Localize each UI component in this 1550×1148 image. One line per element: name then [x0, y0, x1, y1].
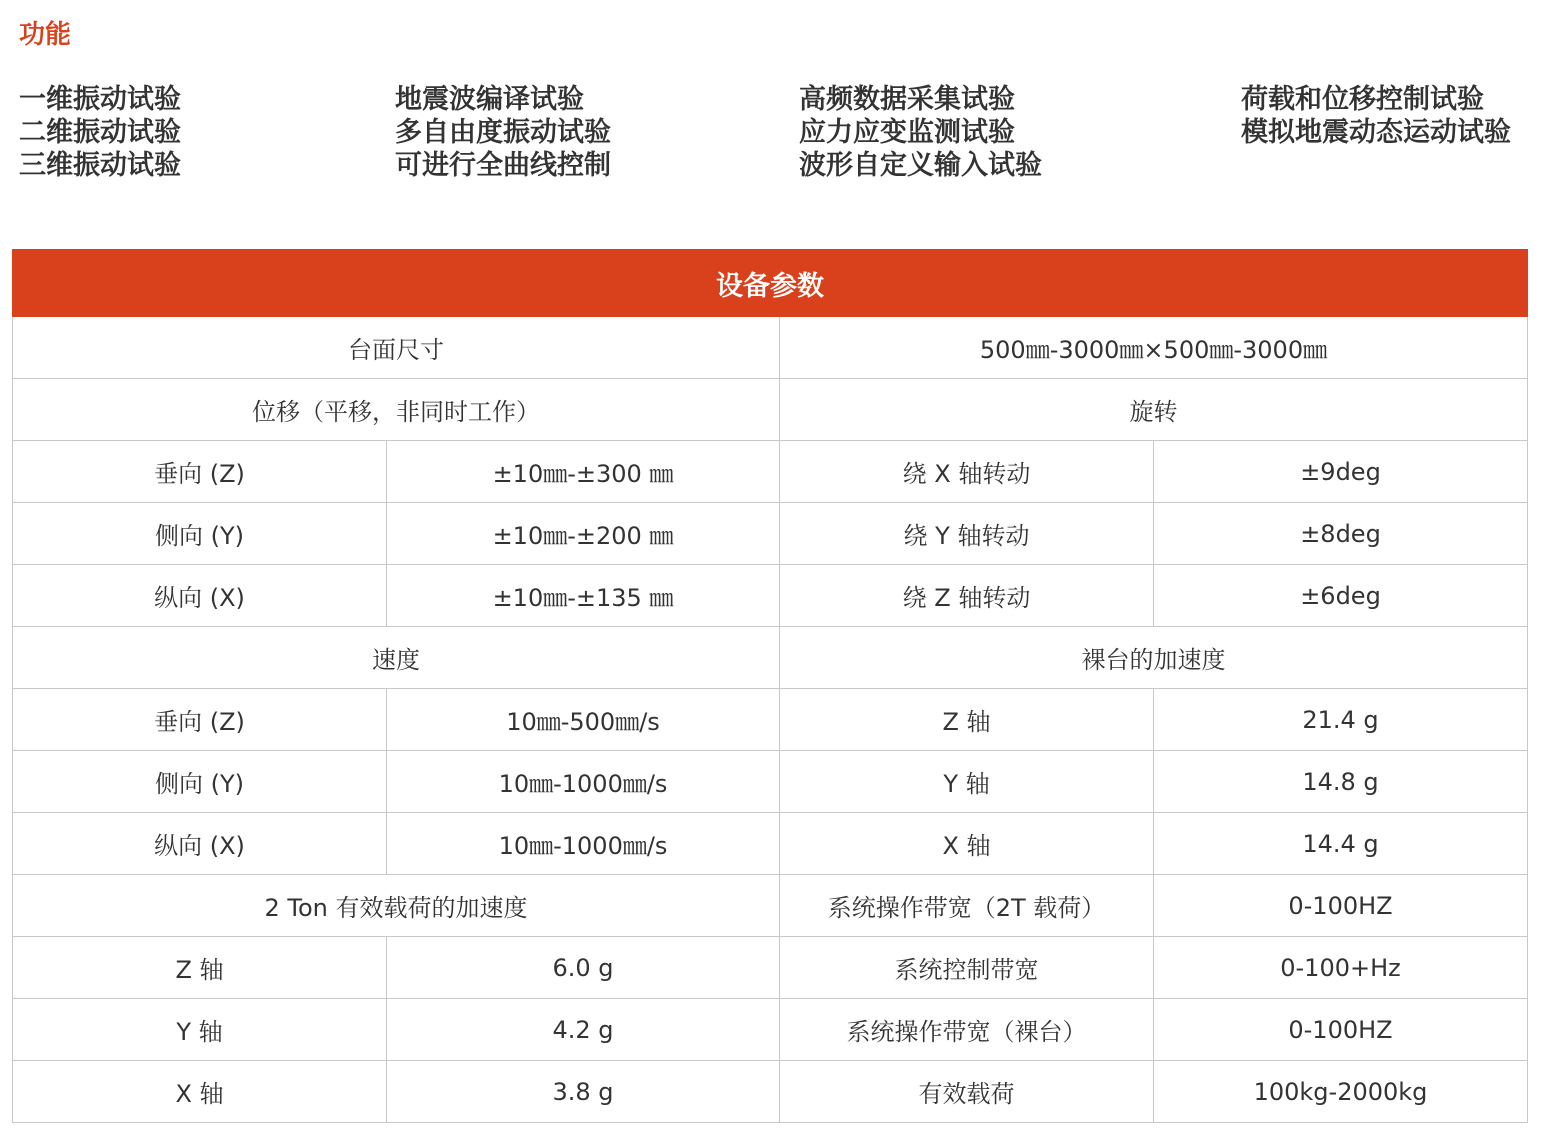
feature-column-4 — [1241, 83, 1511, 149]
table-row — [13, 441, 1528, 503]
bare-acceleration-title: 裸台的加速度 — [780, 627, 1528, 689]
table-row — [13, 813, 1528, 875]
feature-list — [0, 83, 1550, 193]
table-header: 设备参数 — [13, 250, 1528, 317]
displacement-axis: 垂向 (Z) — [13, 441, 387, 503]
feature-item: 波形自定义输入试验 — [799, 150, 1042, 181]
table-row — [13, 627, 1528, 689]
table-row — [13, 937, 1528, 999]
rotation-value: ±9deg — [1154, 441, 1528, 503]
table-row — [13, 503, 1528, 565]
displacement-value: ±10㎜-±300 ㎜ — [387, 441, 780, 503]
velocity-value: 10㎜-500㎜/s — [387, 689, 780, 751]
section-title: 功能 — [19, 20, 72, 50]
table-size-value: 500㎜-3000㎜×500㎜-3000㎜ — [780, 317, 1528, 379]
bare-acceleration-value: 14.4 g — [1154, 813, 1528, 875]
table-row — [13, 565, 1528, 627]
feature-column-3 — [799, 83, 1042, 182]
payload-acceleration-value: 4.2 g — [387, 999, 780, 1061]
payload-acceleration-axis: Z 轴 — [13, 937, 387, 999]
payload-acceleration-axis: Y 轴 — [13, 999, 387, 1061]
system-spec-value: 0-100HZ — [1154, 999, 1528, 1061]
system-spec-value: 100kg-2000kg — [1154, 1061, 1528, 1123]
feature-item: 多自由度振动试验 — [395, 117, 611, 148]
rotation-title: 旋转 — [780, 379, 1528, 441]
displacement-value: ±10㎜-±200 ㎜ — [387, 503, 780, 565]
table-row — [13, 689, 1528, 751]
bare-acceleration-axis: Z 轴 — [780, 689, 1154, 751]
operating-bandwidth-label: 系统操作带宽（2T 载荷） — [780, 875, 1154, 937]
table-row — [13, 317, 1528, 379]
feature-item: 二维振动试验 — [19, 117, 181, 148]
rotation-label: 绕 Z 轴转动 — [780, 565, 1154, 627]
displacement-value: ±10㎜-±135 ㎜ — [387, 565, 780, 627]
feature-item: 地震波编译试验 — [395, 84, 584, 115]
table-row — [13, 751, 1528, 813]
displacement-axis: 侧向 (Y) — [13, 503, 387, 565]
rotation-value: ±6deg — [1154, 565, 1528, 627]
rotation-label: 绕 Y 轴转动 — [780, 503, 1154, 565]
velocity-value: 10㎜-1000㎜/s — [387, 751, 780, 813]
table-row — [13, 1061, 1528, 1123]
system-spec-label: 系统控制带宽 — [780, 937, 1154, 999]
spec-table — [12, 249, 1528, 1123]
table-row — [13, 999, 1528, 1061]
feature-item: 三维振动试验 — [19, 150, 181, 181]
system-spec-label: 有效载荷 — [780, 1061, 1154, 1123]
displacement-title: 位移（平移，非同时工作） — [13, 379, 780, 441]
feature-item: 荷载和位移控制试验 — [1241, 84, 1484, 115]
feature-item: 应力应变监测试验 — [799, 117, 1015, 148]
table-size-label: 台面尺寸 — [13, 317, 780, 379]
feature-column-1 — [19, 83, 181, 182]
feature-item: 一维振动试验 — [19, 84, 181, 115]
bare-acceleration-axis: X 轴 — [780, 813, 1154, 875]
payload-acceleration-value: 3.8 g — [387, 1061, 780, 1123]
velocity-axis: 垂向 (Z) — [13, 689, 387, 751]
feature-item: 可进行全曲线控制 — [395, 150, 611, 181]
system-spec-value: 0-100+Hz — [1154, 937, 1528, 999]
feature-item: 高频数据采集试验 — [799, 84, 1015, 115]
rotation-value: ±8deg — [1154, 503, 1528, 565]
velocity-axis: 纵向 (X) — [13, 813, 387, 875]
feature-column-2 — [395, 83, 611, 182]
system-spec-label: 系统操作带宽（裸台） — [780, 999, 1154, 1061]
bare-acceleration-axis: Y 轴 — [780, 751, 1154, 813]
bare-acceleration-value: 14.8 g — [1154, 751, 1528, 813]
rotation-label: 绕 X 轴转动 — [780, 441, 1154, 503]
payload-acceleration-axis: X 轴 — [13, 1061, 387, 1123]
operating-bandwidth-value: 0-100HZ — [1154, 875, 1528, 937]
velocity-value: 10㎜-1000㎜/s — [387, 813, 780, 875]
velocity-title: 速度 — [13, 627, 780, 689]
velocity-axis: 侧向 (Y) — [13, 751, 387, 813]
bare-acceleration-value: 21.4 g — [1154, 689, 1528, 751]
displacement-axis: 纵向 (X) — [13, 565, 387, 627]
table-row — [13, 379, 1528, 441]
table-row — [13, 875, 1528, 937]
payload-acceleration-value: 6.0 g — [387, 937, 780, 999]
feature-item: 模拟地震动态运动试验 — [1241, 117, 1511, 148]
payload-acceleration-title: 2 Ton 有效载荷的加速度 — [13, 875, 780, 937]
table-header-row — [13, 250, 1528, 317]
